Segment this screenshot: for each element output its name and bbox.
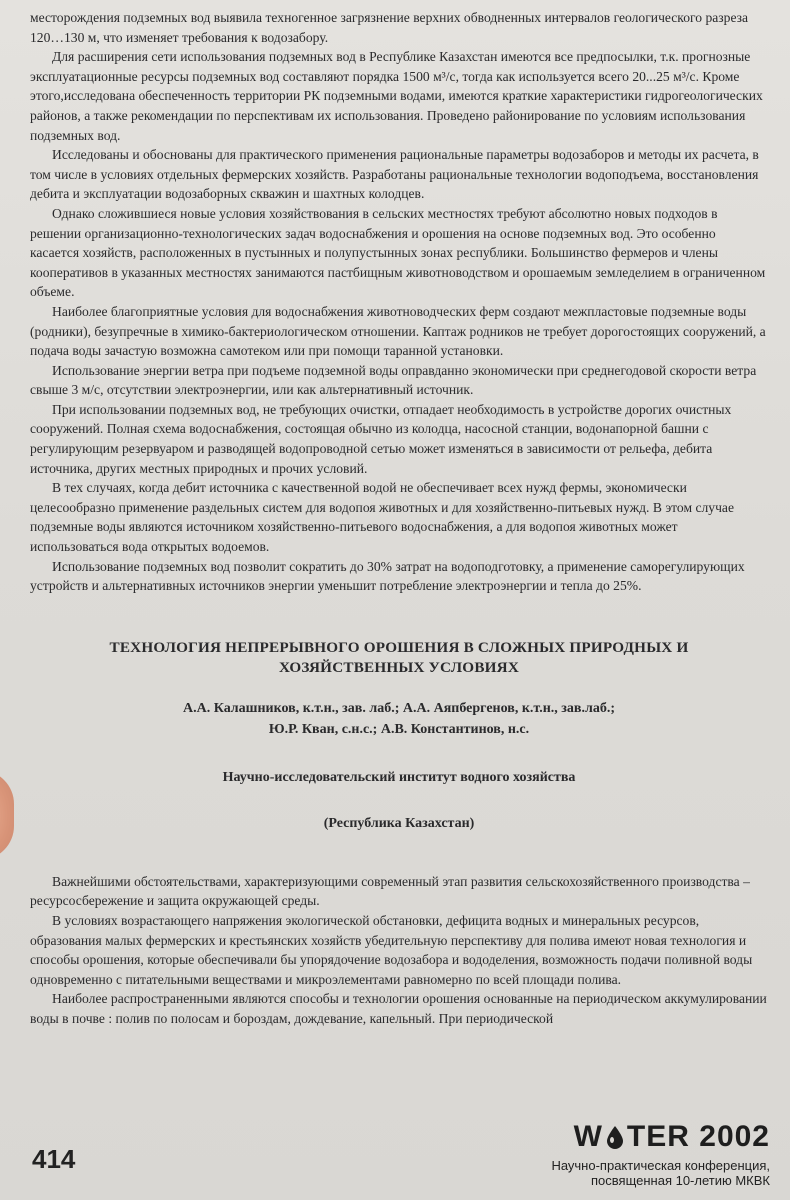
water-drop-icon (605, 1125, 625, 1149)
paragraph: Наиболее распространенными являются способы и технологии орошения основанные на периодическом аккумулировании воды в почве : полив по полосам и бороздам, дождевание, капельный. При периодической (30, 991, 767, 1026)
country-name: (Республика Казахстан) (323, 815, 475, 831)
authors-line: А.А. Калашников, к.т.н., зав. лаб.; А.А. Аяпбергенов, к.т.н., зав.лаб.; (183, 700, 615, 716)
paragraph: Наиболее благоприятные условия для водоснабжения животноводческих ферм создают межпластовые подземные воды (родники), безупречные в химико-бактериологическом отношении. Каптаж родников не требует дорогостоящих сооружений, а подача воды зачастую возможна самотеком или при помощи таранной установки. (30, 303, 766, 359)
authors (30, 698, 768, 740)
paragraph: месторождения подземных вод выявила техногенное загрязнение верхних обводненных интервалов геологического разреза 120…130 м, что изменяет требования к водозабору. (30, 10, 749, 45)
paragraph: Для расширения сети использования подземных вод в Республике Казахстан имеются все предпосылки, т.к. прогнозные эксплуатационные ресурсы подземных вод составляют порядка 1500 м³/с, тогда как используется всего 20...25 м³/с. Кроме этого,исследована обеспеченность территории РК подземными водами, имеются краткие характеристики гидрогеологических районов, а также рекомендации по перспективам их использования. Проведено районирование по условиям использования подземных вод. (30, 49, 763, 143)
conference-line: Научно-практическая конференция, (551, 1158, 770, 1173)
paragraph: Исследованы и обоснованы для практического применения рациональные параметры водозаборов и методы их расчета, в том числе в условиях отдельных фермерских хозяйств. Разработаны рациональные технологии водоподъема, восстановления дебита и эксплуатации водозаборных скважин и шахтных колодцев. (30, 147, 759, 202)
page-footer (0, 1120, 790, 1200)
page-number: 414 (32, 1144, 76, 1174)
page-content (30, 8, 768, 1029)
paragraph: Использование энергии ветра при подъеме подземной воды оправданно экономически при среднегодовой скорости ветра свыше 3 м/с, отсутствии электроэнергии, или как альтернативный источник. (30, 362, 757, 398)
finger-shadow (0, 770, 14, 860)
paragraph: Важнейшими обстоятельствами, характеризующими современный этап развития сельскохозяйственного производства – ресурсосбережение и защита окружающей среды. (30, 873, 750, 909)
paragraph: В тех случаях, когда дебит источника с качественной водой не обеспечивает всех нужд фермы, экономически целесообразно применение раздельных систем для водопоя животных и для хозяйственно-питьевых нужд. В этом случае подземные воды являются источником хозяйственно-питьевого водоснабжения, а для водопоя животных может использоваться вода открытых водоемов. (30, 480, 734, 555)
conference-logo (574, 1120, 770, 1154)
paragraph: Использование подземных вод позволит сократить до 30% затрат на водоподготовку, а применение саморегулирующих устройств и альтернативных источников энергии уменьшит потребление электроэнергии и тепла до 25%. (30, 558, 745, 594)
paragraph: При использовании подземных вод, не требующих очистки, отпадает необходимость в устройстве дорогих очистных сооружений. Полная схема водоснабжения, состоящая обычно из колодца, насосной станции, водонапорной башни с регулирующим резервуаром и разводящей водопроводной сетью может изменяться в зависимости от рельефа, дебита источника, других местных природных и прочих условий. (30, 401, 732, 476)
institute-name: Научно-исследовательский институт водного хозяйства (222, 769, 576, 785)
logo-text: TER 2002 (626, 1120, 770, 1153)
authors-line: Ю.Р. Кван, с.н.с.; А.В. Константинов, н.с. (268, 721, 530, 737)
paragraph: В условиях возрастающего напряжения экологической обстановки, дефицита водных и минеральных ресурсов, образования малых фермерских и крестьянских хозяйств убедительную перспективу для полива имеют новая технология и способы орошения, которые обеспечивали бы упорядочение водозабора и вододеления, возможность подачи поливной воды одновременно с питательными веществами и микроэлементами равномерно по всей площади полива. (30, 913, 753, 987)
logo-letter: W (573, 1120, 603, 1153)
conference-line: посвященная 10-летию МКВК (591, 1173, 770, 1188)
paragraph: Однако сложившиеся новые условия хозяйствования в сельских местностях требуют абсолютно новых подходов в решении организационно-технологических задач водоснабжения и орошения на основе подземных вод. Это особенно касается хозяйств, расположенных в пустынных и полупустынных зонах республики. Большинство фермеров и члены кооперативов в указанных местностях занимаются пастбищным животноводством и орошаемым земледелием в ограниченном объеме. (30, 205, 766, 300)
article-title: ТЕХНОЛОГИЯ НЕПРЕРЫВНОГО ОРОШЕНИЯ В СЛОЖНЫХ ПРИРОДНЫХ И ХОЗЯЙСТВЕННЫХ УСЛОВИЯХ (109, 638, 689, 676)
article-body (30, 872, 768, 1029)
